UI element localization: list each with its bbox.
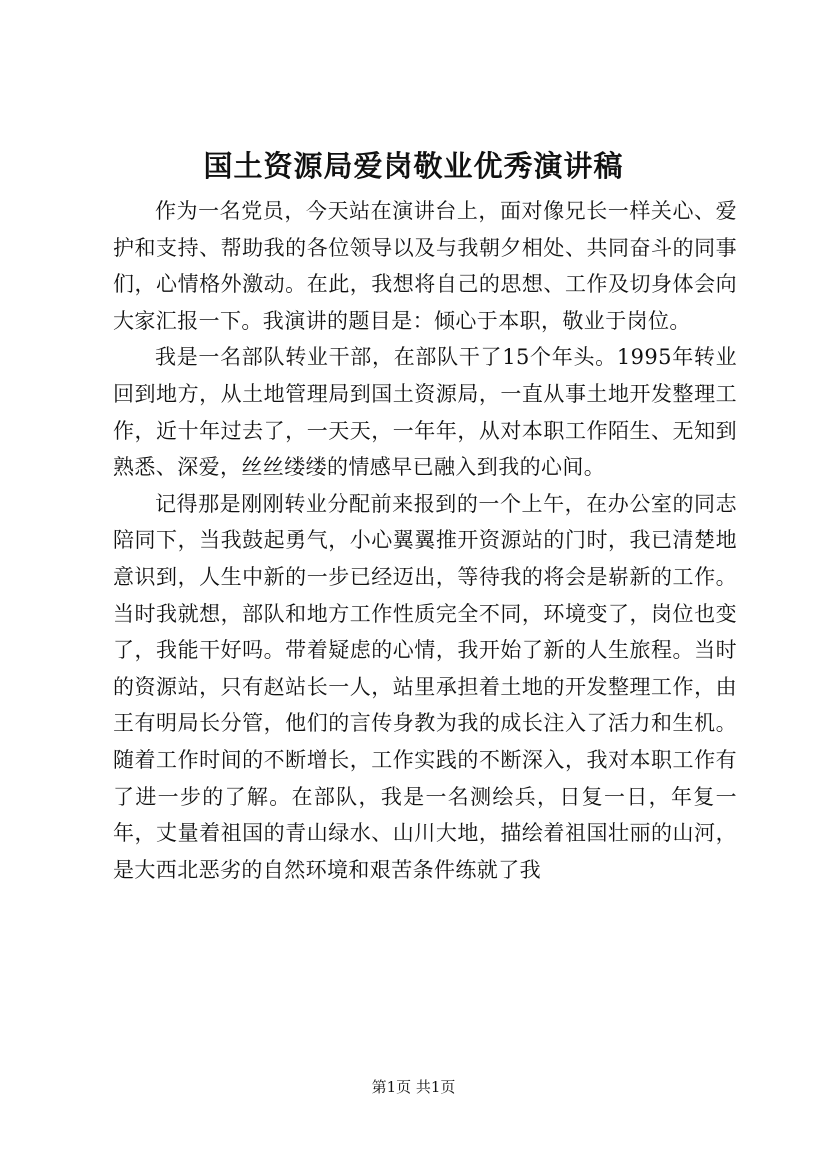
paragraph-2: 我是一名部队转业干部，在部队干了15个年头。1995年转业回到地方，从土地管理局到国土资源局，一直从事土地开发整理工作，近十年过去了，一天天，一年年，从对本职工作陌生、无知到熟悉、深爱，丝丝缕缕的情感早已融入到我的心间。 bbox=[113, 345, 737, 480]
paragraph-3: 记得那是刚刚转业分配前来报到的一个上午，在办公室的同志陪同下，当我鼓起勇气，小心翼翼推开资源站的门时，我已清楚地意识到，人生中新的一步已经迈出，等待我的将会是崭新的工作。当时我就想，部队和地方工作性质完全不同，环境变了，岗位也变了，我能干好吗。带着疑虑的心情，我开始了新的人生旅程。当时的资源站，只有赵站长一人，站里承担着土地的开发整理工作，由王有明局长分管，他们的言传身教为我的成长注入了活力和生机。随着工作时间的不断增长，工作实践的不断深入，我对本职工作有了进一步的了解。在部队，我是一名测绘兵，日复一日，年复一年，丈量着祖国的青山绿水、山川大地，描绘着祖国壮丽的山河，是大西北恶劣的自然环境和艰苦条件练就了我 bbox=[113, 491, 737, 882]
document-body bbox=[113, 193, 737, 888]
page-footer: 第1页 共1页 bbox=[371, 1078, 456, 1096]
paragraph-1: 作为一名党员，今天站在演讲台上，面对像兄长一样关心、爱护和支持、帮助我的各位领导以及与我朝夕相处、共同奋斗的同事们，心情格外激动。在此，我想将自己的思想、工作及切身体会向大家汇报一下。我演讲的题目是：倾心于本职，敬业于岗位。 bbox=[113, 199, 737, 333]
document-title: 国土资源局爱岗敬业优秀演讲稿 bbox=[203, 149, 624, 183]
